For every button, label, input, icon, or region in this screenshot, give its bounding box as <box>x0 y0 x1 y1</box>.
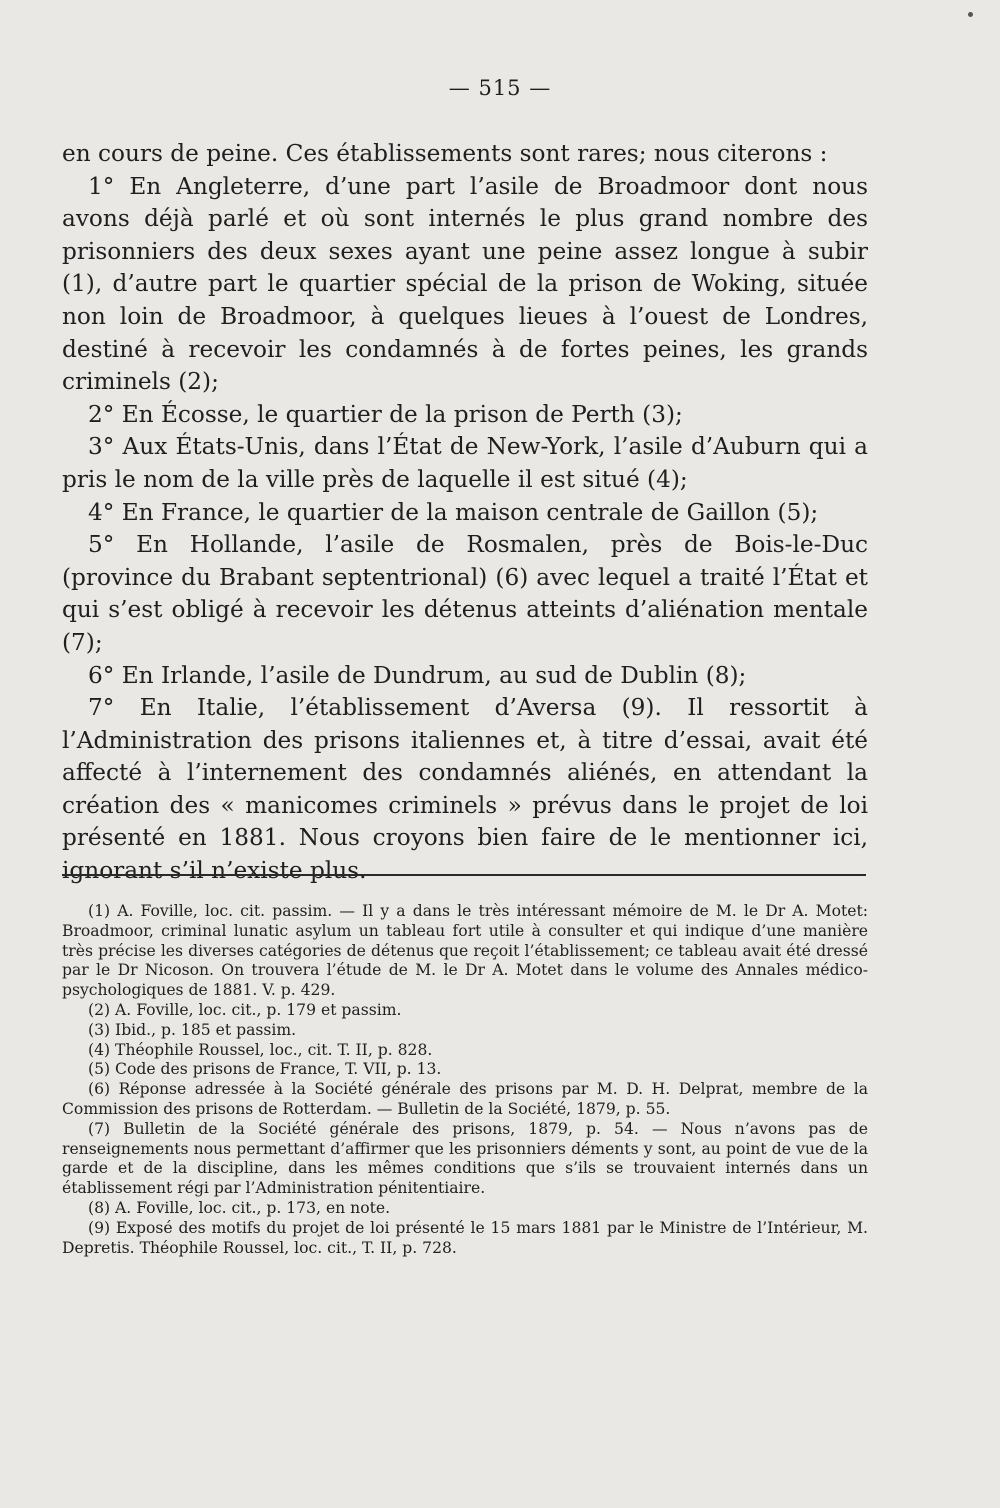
paragraph: 2° En Écosse, le quartier de la prison de Perth (3); <box>88 400 683 428</box>
footnote: (6) Réponse adressée à la Société générale des prisons par M. D. H. Delprat, membre de la Commission des prisons de Rotterdam. — Bulletin de la Société, 1879, p. 55. <box>62 1080 868 1118</box>
footnote: (7) Bulletin de la Société générale des prisons, 1879, p. 54. — Nous n’avons pas de renseignements nous permettant d’affirmer que les prisonniers déments y sont, au point de vue de la garde et de la discipline, dans les mêmes conditions que s’ils se trouvaient internés dans un établissement régi par l’Administration pénitentiaire. <box>62 1119 868 1198</box>
paragraph: 6° En Irlande, l’asile de Dundrum, au sud de Dublin (8); <box>88 661 747 689</box>
paragraph: 7° En Italie, l’établissement d’Aversa (9). Il ressortit à l’Administration des prisons italiennes et, à titre d’essai, avait été affecté à l’internement des condamnés aliénés, en attendant la création des « manicomes criminels » prévus dans le projet de loi présenté en 1881. Nous croyons bien faire de le mentionner ici, ignorant s’il n’existe plus. <box>62 694 868 885</box>
paragraph: en cours de peine. Ces établissements sont rares; nous citerons : <box>62 140 828 167</box>
paragraph: 3° Aux États-Unis, dans l’État de New-York, l’asile d’Auburn qui a pris le nom de la ville près de laquelle il est situé (4); <box>62 433 868 493</box>
paragraph: 5° En Hollande, l’asile de Rosmalen, près de Bois-le-Duc (province du Brabant septentrional) (6) avec lequel a traité l’État et qui s’est obligé à recevoir les détenus atteints d’aliénation mentale (7); <box>62 531 868 656</box>
footnote: (1) A. Foville, loc. cit. passim. — Il y a dans le très intéressant mémoire de M. le Dr A. Motet: Broadmoor, criminal lunatic asylum un tableau fort utile à consulter et qui indique d’une manière très précise les diverses catégories de détenus que reçoit l’établissement; ce tableau avait été dressé par le Dr Nicoson. On trouvera l’étude de M. le Dr A. Motet dans le volume des Annales médico-psychologiques de 1881. V. p. 429. <box>62 902 868 1000</box>
paragraph: 4° En France, le quartier de la maison centrale de Gaillon (5); <box>88 498 819 526</box>
footnote: (5) Code des prisons de France, T. VII, p. 13. <box>88 1060 442 1079</box>
footnote: (2) A. Foville, loc. cit., p. 179 et passim. <box>88 1000 402 1019</box>
footnote: (3) Ibid., p. 185 et passim. <box>88 1020 297 1039</box>
footnote: (8) A. Foville, loc. cit., p. 173, en note. <box>88 1198 391 1217</box>
footnotes <box>62 902 868 1258</box>
page-number: — 515 — <box>448 76 552 100</box>
paragraph: 1° En Angleterre, d’une part l’asile de Broadmoor dont nous avons déjà parlé et où sont internés le plus grand nombre des prisonniers des deux sexes ayant une peine assez longue à subir (1), d’autre part le quartier spécial de la prison de Woking, située non loin de Broadmoor, à quelques lieues à l’ouest de Londres, destiné à recevoir les condamnés à de fortes peines, les grands criminels (2); <box>62 172 868 396</box>
footnote: (9) Exposé des motifs du projet de loi présenté le 15 mars 1881 par le Ministre de l’Intérieur, M. Depretis. Théophile Roussel, loc. cit., T. II, p. 728. <box>62 1218 868 1257</box>
main-text <box>62 138 868 888</box>
speck-mark <box>968 12 973 17</box>
footnote: (4) Théophile Roussel, loc., cit. T. II, p. 828. <box>88 1040 433 1059</box>
footnote-divider <box>62 874 866 876</box>
